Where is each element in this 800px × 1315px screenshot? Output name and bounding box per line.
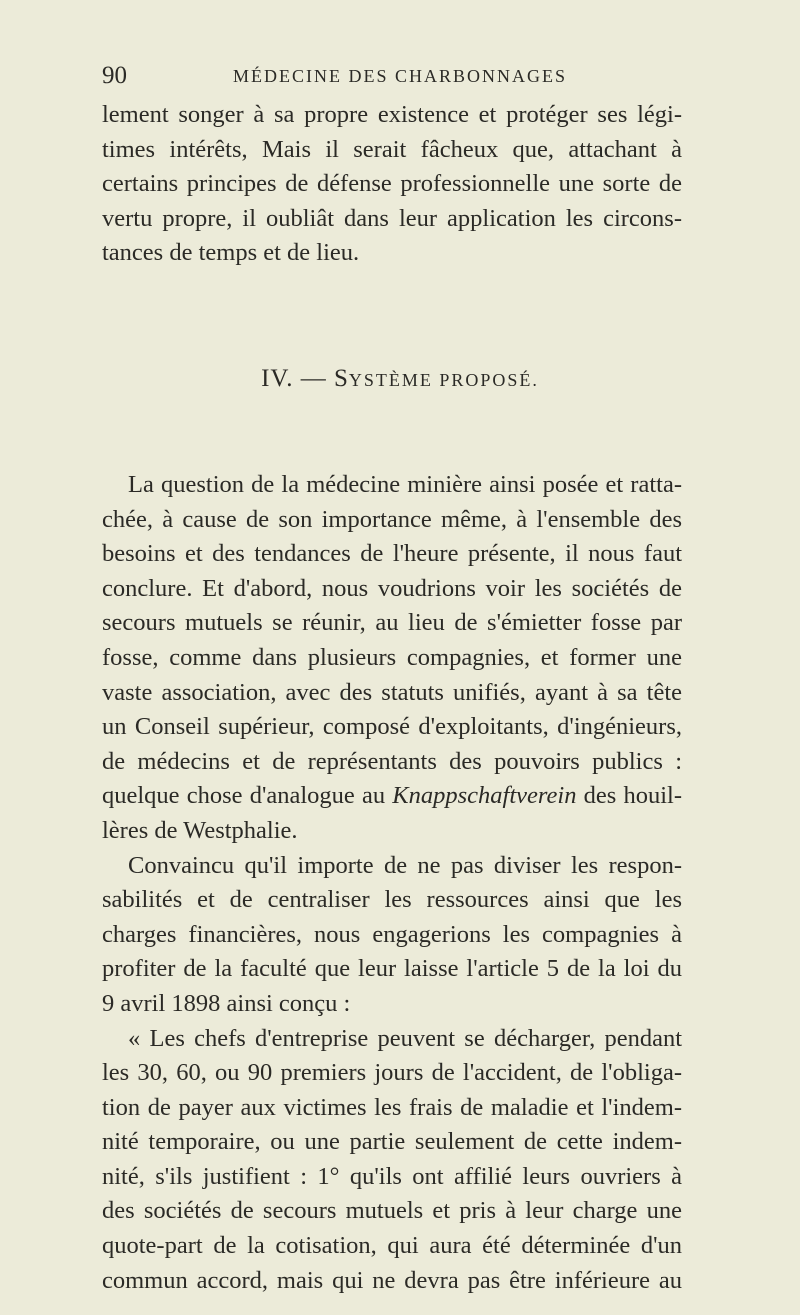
text-line: quelque chose d'analogue au Knappschaftverein des houil-	[102, 782, 682, 810]
text-line: conclure. Et d'abord, nous voudrions voir les sociétés de	[102, 574, 682, 602]
text-line: 9 avril 1898 ainsi conçu :	[102, 989, 351, 1017]
text-line: vertu propre, il oubliât dans leur application les circons-	[102, 204, 682, 232]
section-title: SYSTÈME PROPOSÉ.	[333, 365, 539, 392]
text-line: des sociétés de secours mutuels et pris à leur charge une	[102, 1197, 682, 1225]
section-body	[102, 468, 682, 1298]
text-line: fosse, comme dans plusieurs compagnies, et former une	[102, 643, 682, 671]
italic-term: Knappschaftverein	[392, 782, 577, 810]
text-line: lères de Westphalie.	[102, 816, 298, 844]
text-line: certains principes de défense professionnelle une sorte de	[102, 170, 682, 198]
text-line: charges financières, nous engagerions les compagnies à	[102, 920, 682, 948]
text-line: « Les chefs d'entreprise peuvent se décharger, pendant	[128, 1024, 682, 1052]
text-line: nité temporaire, ou une partie seulement de cette indem-	[102, 1128, 682, 1156]
section-number: IV. —	[261, 365, 327, 392]
text-line: La question de la médecine minière ainsi posée et ratta-	[128, 471, 682, 498]
text-line: tances de temps et de lieu.	[102, 239, 360, 267]
text-line: nité, s'ils justifient : 1° qu'ils ont affilié leurs ouvriers à	[102, 1162, 682, 1190]
text-line: lement songer à sa propre existence et protéger ses légi-	[102, 101, 682, 128]
paragraph-continued	[102, 98, 682, 271]
text-line: chée, à cause de son importance même, à l'ensemble des	[102, 505, 682, 533]
page-number: 90	[102, 62, 127, 89]
text-line: commun accord, mais qui ne devra pas être inférieure au	[102, 1266, 682, 1294]
text-line: quote-part de la cotisation, qui aura été déterminée d'un	[102, 1232, 682, 1260]
text-line: les 30, 60, ou 90 premiers jours de l'accident, de l'obliga-	[102, 1059, 682, 1087]
text-line: times intérêts, Mais il serait fâcheux que, attachant à	[102, 135, 682, 163]
running-head	[102, 62, 698, 92]
text-line: sabilités et de centraliser les ressources ainsi que les	[102, 886, 682, 914]
text-line: besoins et des tendances de l'heure présente, il nous faut	[102, 540, 682, 568]
text-line: un Conseil supérieur, composé d'exploitants, d'ingénieurs,	[102, 713, 682, 741]
text-line: profiter de la faculté que leur laisse l'article 5 de la loi du	[102, 955, 682, 983]
section-heading	[102, 365, 698, 393]
text-line: Convaincu qu'il importe de ne pas diviser les respon-	[128, 851, 682, 879]
text-line: secours mutuels se réunir, au lieu de s'émietter fosse par	[102, 609, 682, 637]
text-line: de médecins et de représentants des pouvoirs publics :	[102, 747, 682, 775]
text-line: tion de payer aux victimes les frais de maladie et l'indem-	[102, 1093, 682, 1121]
running-title: MÉDECINE DES CHARBONNAGES	[232, 66, 567, 86]
text-line: vaste association, avec des statuts unifiés, ayant à sa tête	[102, 678, 682, 706]
